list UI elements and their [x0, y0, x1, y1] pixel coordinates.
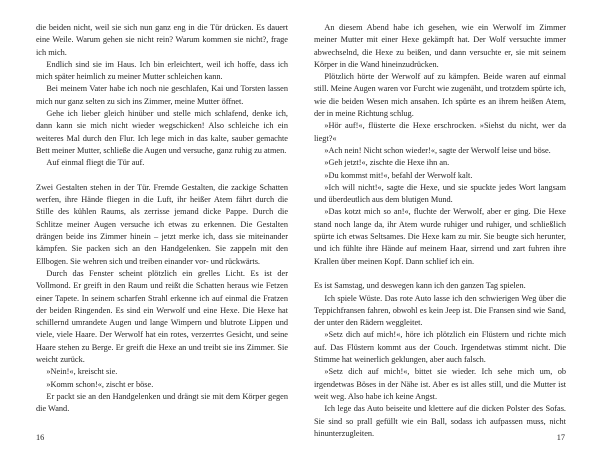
- paragraph: »Hör auf!«, flüsterte die Hexe erschrocken. »Siehst du nicht, wer da liegt?«: [314, 121, 566, 143]
- paragraph: »Setz dich auf mich!«, höre ich plötzlich ein Flüstern und richte mich auf. Das Flüstern kommt aus der Couch. Irgendetwas stimmt nicht. Die Stimme hat weinerlich geklungen, aber auch falsch.: [314, 330, 566, 365]
- paragraph: Endlich sind sie im Haus. Ich bin erleichtert, weil ich hoffe, dass ich mich später heimlich zu meiner Mutter schleichen kann.: [36, 59, 288, 82]
- paragraph: Zwei Gestalten stehen in der Tür. Fremde Gestalten, die zackige Schatten werfen, ihre Hände fliegen in die Luft, ihr heißer Atem fährt durch die Stille des kühlen Raums, als zerrisse jemand dicke Pappe. Durch die Schlitze meiner Augen versuche ich etwas zu erkennen. Die Gestalten drängen beide ins Zimmer hinein – jetzt merke ich, dass sie miteinander kämpfen. Sie packen sich an den Handgelenken. Sie zappeln mit den Ellbogen. Sie wehren sich und treiben einander vor- und rückwärts.: [36, 182, 288, 266]
- paragraph: Er packt sie an den Handgelenken und drängt sie mit dem Körper gegen die Wand.: [36, 391, 288, 414]
- section-break: [314, 268, 566, 280]
- paragraph: Bei meinem Vater habe ich noch nie geschlafen, Kai und Torsten lassen mich nur ganz selten zu sich ins Zimmer, meine Mutter öffnet.: [36, 84, 288, 106]
- paragraph: Gehe ich lieber gleich hinüber und stelle mich schlafend, denke ich, dann kann sie mich nicht wieder wegschicken! Also schleiche ich ein weiteres Mal durch den Flur. Ich lege mich in das kalte, sauber gemachte Bett meiner Mutter, schließe die Augen und versuche, ganz ruhig zu atmen.: [36, 109, 288, 155]
- paragraph: Durch das Fenster scheint plötzlich ein grelles Licht. Es ist der Vollmond. Er greift in den Raum und reißt die Schatten heraus wie Fetzen einer Tapete. In seinem scharfen Strahl erkenne ich auf einmal die Fratzen der beiden Ringenden. Es sind ein Werwolf und eine Hexe. Die Hexe hat schillernd umrandete Augen und lange Wimpern und blutrote Lippen und viele, viele Haare. Der Werwolf hat ein rotes, verzerrtes Gesicht, und seine Haare stehen zu Berge. Er greift die Hexe an und treibt sie ins Zimmer. Sie weicht zurück.: [36, 268, 288, 365]
- page-number-left: 16: [36, 433, 45, 442]
- paragraph: »Du kommst mit!«, befahl der Werwolf kalt.: [324, 170, 473, 180]
- paragraph: Auf einmal fliegt die Tür auf.: [46, 158, 145, 168]
- paragraph: Ich lege das Auto beiseite und klettere auf die dicken Polster des Sofas. Sie sind so prall gefüllt wie ein Ball, sodass ich aufpassen muss, nicht hinunterzugleiten.: [314, 404, 566, 438]
- paragraph: »Ach nein! Nicht schon wieder!«, sagte der Werwolf leise und böse.: [324, 145, 551, 155]
- paragraph: »Geh jetzt!«, zischte die Hexe ihn an.: [324, 158, 450, 168]
- section-break: [36, 170, 288, 182]
- paragraph: »Setz dich auf mich!«, bittet sie wieder. Ich sehe mich um, ob irgendetwas Böses in der Nähe ist. Aber es ist alles still, und die Mutter ist weit weg. Also habe ich keine Angst.: [314, 367, 566, 401]
- paragraph: »Komm schon!«, zischt er böse.: [46, 379, 154, 389]
- paragraph: Plötzlich hörte der Werwolf auf zu kämpfen. Beide waren auf einmal still. Meine Augen waren vor Furcht wie zugenäht, und trotzdem spürte ich, wie die beiden Wesen mich ansahen. Ich spürte es an ihrem heißen Atem, der in meine Richtung schlug.: [314, 72, 566, 119]
- right-page-text: [314, 22, 566, 440]
- paragraph: Ich spiele Wüste. Das rote Auto lasse ich den schwierigen Weg über die Teppichfransen fahren, obwohl es kein Jeep ist. Die Fransen sind wie Sand, der unter den Rädern weggleitet.: [314, 293, 566, 328]
- paragraph: »Nein!«, kreischt sie.: [46, 367, 118, 377]
- paragraph: »Das kotzt mich so an!«, fluchte der Werwolf, aber er ging. Die Hexe stand noch lange da, ihr Atem wurde ruhiger und ruhiger, und schließlich spürte ich etwas Seltsames. Die Hexe kam zu mir. Sie beugte sich herunter, und ich fühlte ihre Hände auf meinem Haar, sirrend und zart fuhren ihre Krallen über meinen Kopf. Dann schlief ich ein.: [314, 207, 566, 266]
- paragraph: »Ich will nicht!«, sagte die Hexe, und sie spuckte jedes Wort langsam und überdeutlich aus dem blutigen Mund.: [314, 182, 566, 205]
- left-page-text: [36, 22, 288, 416]
- paragraph: An diesem Abend habe ich gesehen, wie ein Werwolf im Zimmer meiner Mutter mit einer Hexe gekämpft hat. Der Wolf versuchte immer abwechselnd, die Hexe zu beißen, und dann versuchte er, sie mit seinem Körper in die Wand hineinzudrücken.: [314, 23, 566, 69]
- paragraph: Es ist Samstag, und deswegen kann ich den ganzen Tag spielen.: [314, 281, 526, 291]
- paragraph: die beiden nicht, weil sie sich nun ganz eng in die Tür drücken. Es dauert eine Weile. Warum gehen sie nicht rein? Warum kommen sie nicht?, frage ich mich.: [36, 23, 288, 57]
